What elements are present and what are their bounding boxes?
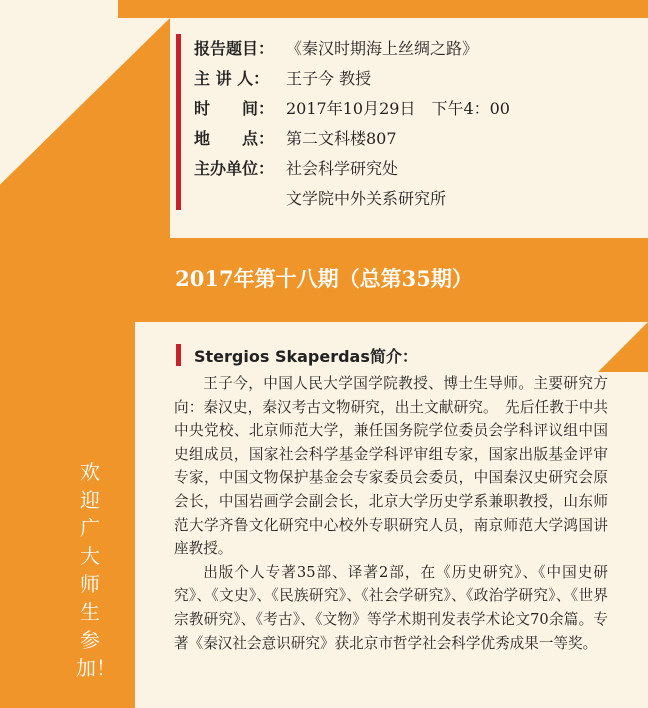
speaker-label: 主 讲 人： xyxy=(194,69,270,88)
bio-paragraph-1: 王子今，中国人民大学国学院教授、博士生导师。主要研究方向：秦汉史，秦汉考古文物研究，出土文献研究。 先后任教于中共中央党校、北京师范大学，兼任国务院学位委员会学科评议组中国史组成员，国家社会科学基金学科评审组专家，国家出版基金评审专家，中国文物保护基金会专家委员会委员，中国秦汉史研究会原会长，中国岩画学会副会长，北京大学历史学系兼职教授，山东师范大学齐鲁文化研究中心校外专职研究人员，南京师范大学鸿国讲座教授。 xyxy=(174,375,608,558)
host-label: 主办单位： xyxy=(194,159,275,178)
orange-left-column xyxy=(0,322,135,708)
topic-label: 报告题目： xyxy=(194,39,275,58)
bio-text xyxy=(174,372,608,655)
topic-row xyxy=(194,36,478,59)
host-row-2 xyxy=(286,186,446,209)
issue-banner: 2017年第十八期（总第35期） xyxy=(175,266,473,291)
welcome-vertical-text: 欢迎广大师生参加！ xyxy=(76,460,116,680)
place-label: 地 点： xyxy=(194,129,275,148)
bio-paragraph-2: 出版个人专著35部、译著2部，在《历史研究》、《中国史研究》、《文史》、《民族研究》、《社会学研究》、《政治学研究》、《世界宗教研究》、《考古》、《文物》等学术期刊发表学术论文70余篇。专著《秦汉社会意识研究》获北京市哲学社会科学优秀成果一等奖。 xyxy=(174,563,608,652)
topic-value: 《秦汉时期海上丝绸之路》 xyxy=(286,39,479,58)
place-row xyxy=(194,126,397,149)
place-value: 第二文科楼807 xyxy=(286,129,397,148)
time-label: 时 间： xyxy=(194,99,275,118)
speaker-value: 王子今 教授 xyxy=(286,69,372,88)
corner-triangle xyxy=(598,322,648,372)
orange-top-strip xyxy=(118,0,648,18)
time-row xyxy=(194,96,510,119)
orange-left-wedge xyxy=(0,18,170,256)
host-row xyxy=(194,156,398,179)
bio-title: Stergios Skaperdas简介： xyxy=(194,347,418,366)
info-accent-bar xyxy=(176,34,181,210)
host-value-2: 文学院中外关系研究所 xyxy=(286,189,447,208)
bio-accent-bar xyxy=(176,344,181,366)
time-value: 2017年10月29日 下午4：00 xyxy=(286,99,510,118)
host-value-1: 社会科学研究处 xyxy=(286,159,399,178)
speaker-row xyxy=(194,66,371,89)
